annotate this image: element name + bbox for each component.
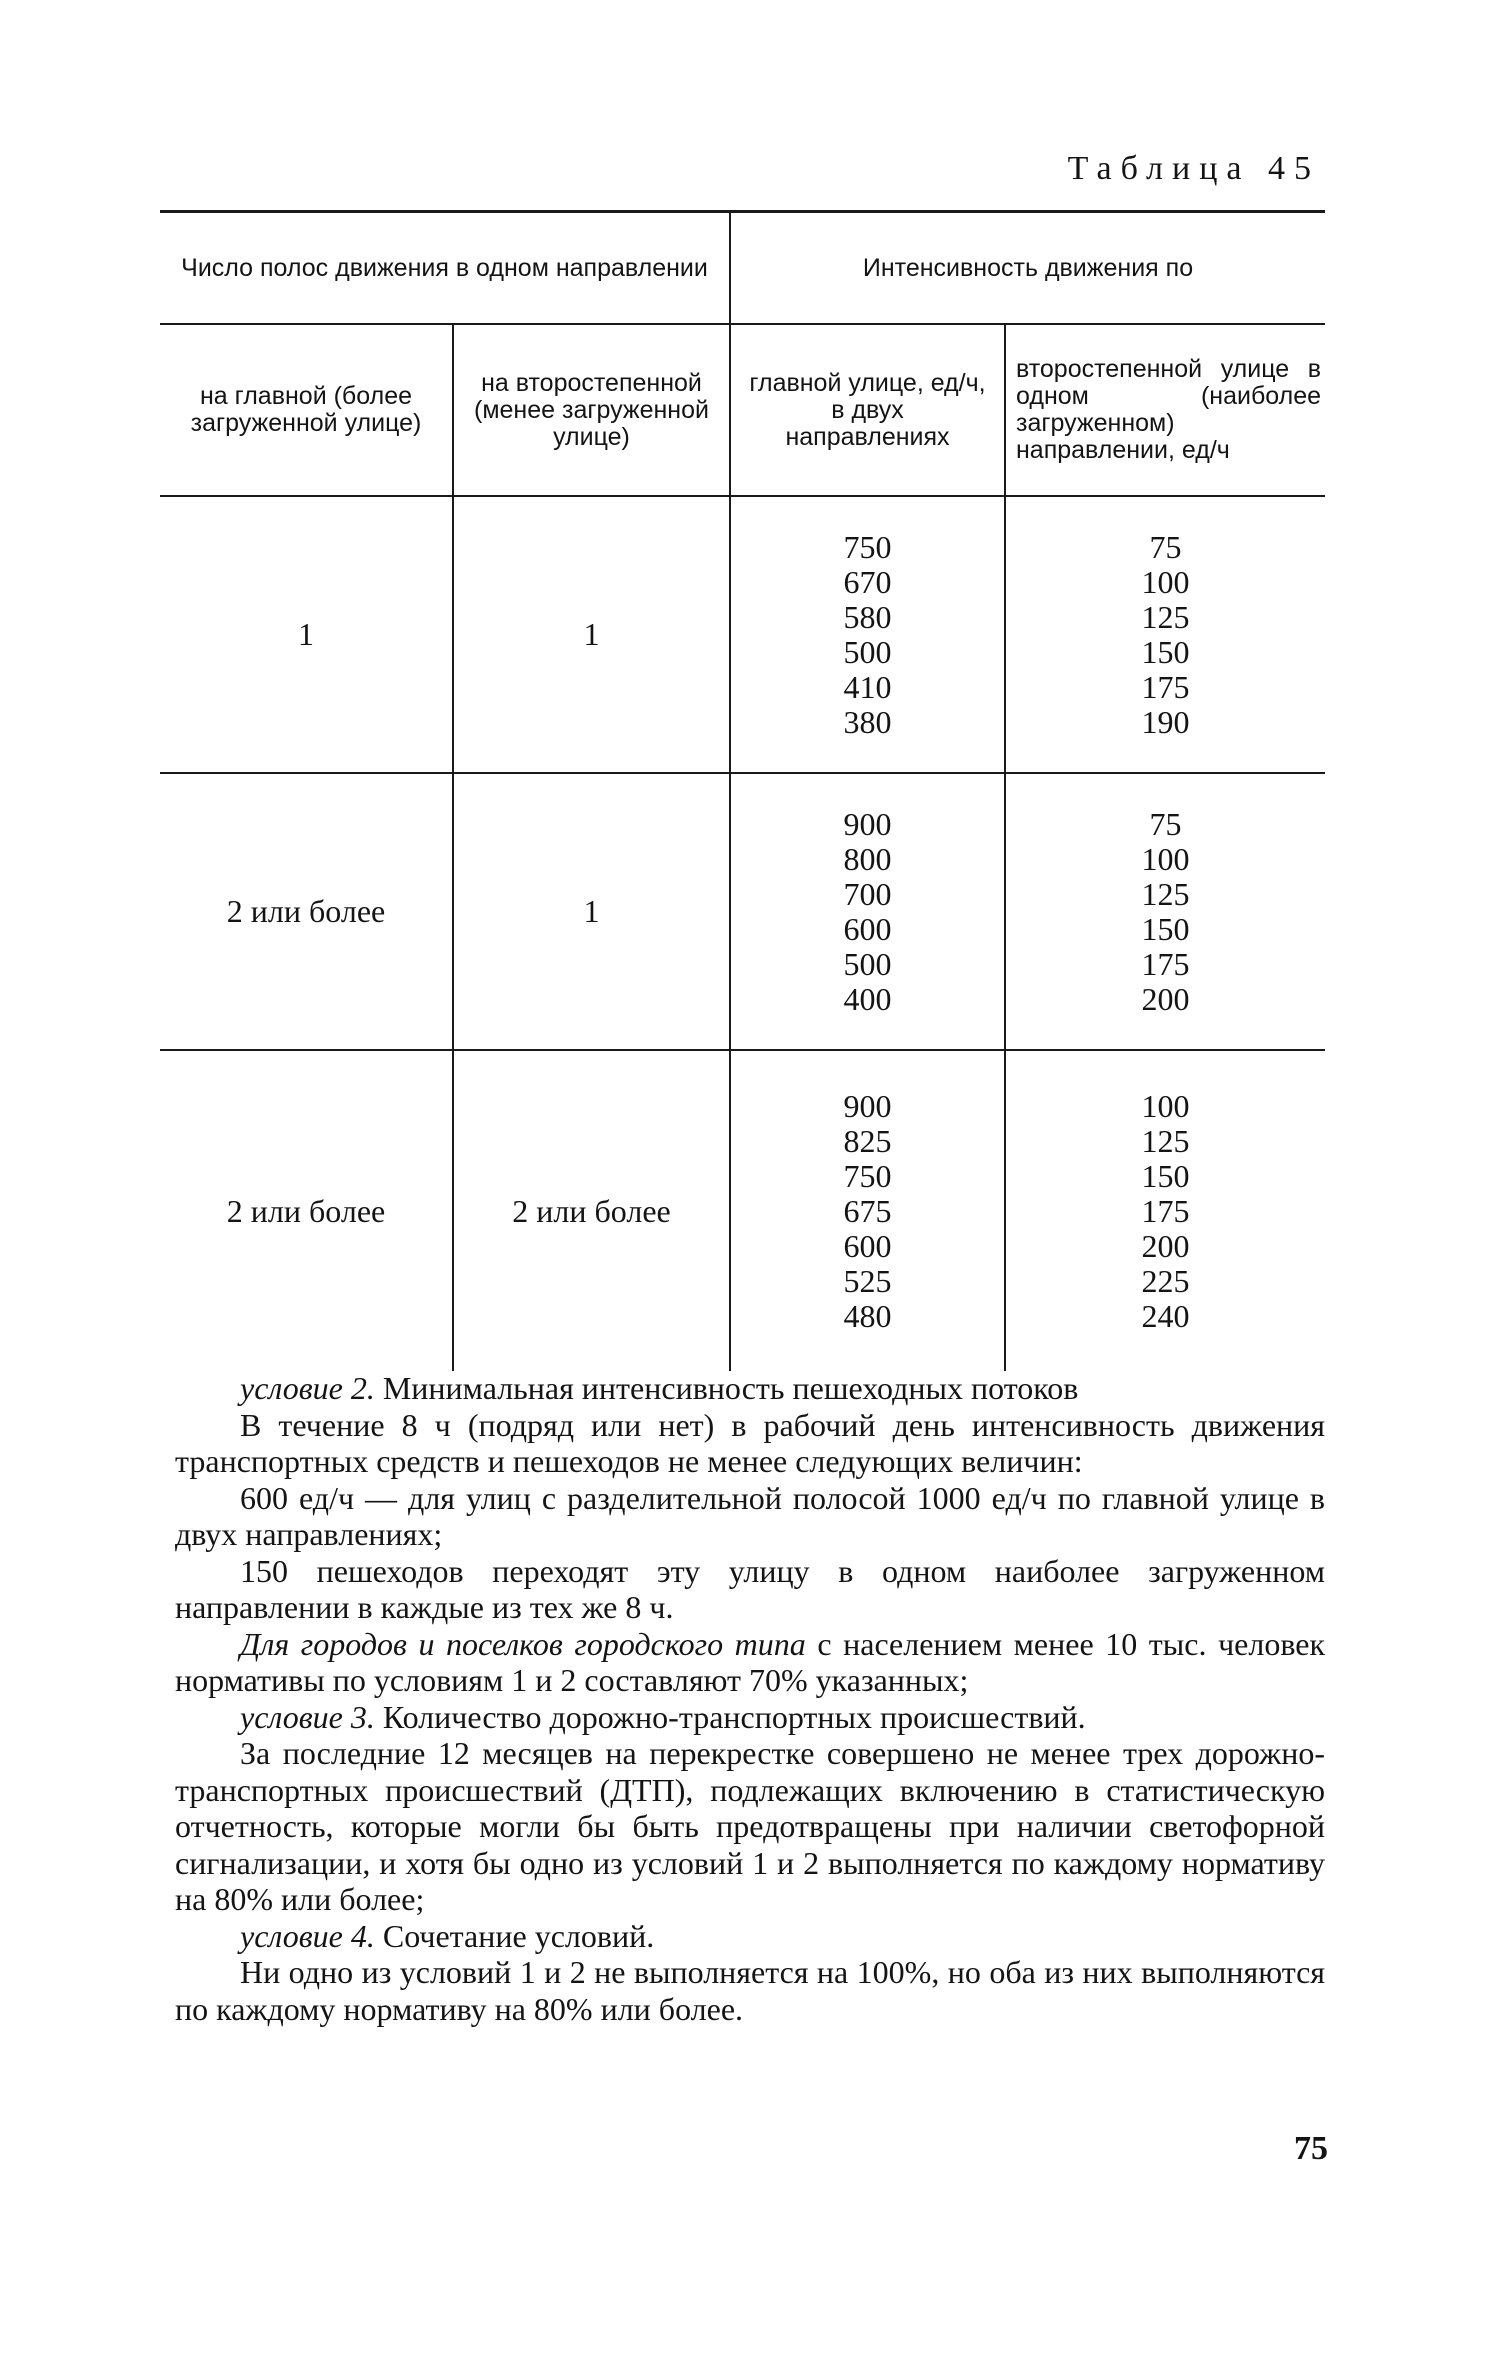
paragraph: В течение 8 ч (подряд или нет) в рабочий день интенсивность движения транспортных средств и пешеходов не менее следующих величин: [175, 1406, 1325, 1479]
value: 800 [843, 840, 892, 877]
value: 480 [843, 1297, 892, 1334]
cell-main-intensity [730, 496, 1005, 773]
value: 100 [1141, 563, 1190, 600]
cell-secondary-lanes: 2 или более [453, 1050, 730, 1371]
value: 525 [843, 1262, 892, 1299]
value: 600 [843, 1227, 892, 1264]
value: 175 [1141, 668, 1190, 705]
cell-main-intensity [730, 1050, 1005, 1371]
condition-title: Сочетание условий. [374, 1917, 655, 1954]
cell-main-lanes: 2 или более [160, 773, 453, 1050]
table-row [160, 1050, 1325, 1371]
cell-main-lanes: 2 или более [160, 1050, 453, 1371]
cell-secondary-intensity [1005, 1050, 1325, 1371]
value: 410 [843, 668, 892, 705]
condition-3-heading [175, 1699, 1325, 1736]
condition-title: Количество дорожно-транспортных происшествий. [374, 1698, 1086, 1735]
condition-2-heading [175, 1370, 1325, 1407]
paragraph: За последние 12 месяцев на перекрестке совершено не менее трех дорожно-транспортных происшествий (ДТП), подлежащих включению в статистическую отчетность, которые могли бы быть предотвращены при наличии светофорной сигнализации, и хотя бы одно из условий 1 и 2 выполняется по каждому нормативу на 80% или более; [175, 1735, 1325, 1917]
value: 125 [1141, 1122, 1190, 1159]
value: 600 [843, 910, 892, 947]
header-lanes-group: Число полос движения в одном направлении [160, 212, 730, 325]
value: 200 [1141, 1227, 1190, 1264]
value: 150 [1141, 910, 1190, 947]
value: 900 [843, 805, 892, 842]
value: 190 [1141, 703, 1190, 740]
cell-secondary-intensity [1005, 496, 1325, 773]
body-text [175, 1370, 1325, 2027]
value: 670 [843, 563, 892, 600]
value: 125 [1141, 598, 1190, 635]
condition-4-heading [175, 1918, 1325, 1955]
condition-label: условие 2. [240, 1370, 375, 1406]
italic-phrase: Для городов и поселков городского типа [240, 1625, 806, 1662]
subheader-main-intensity: главной улице, ед/ч, в двух направлениях [730, 324, 1005, 496]
paragraph: 600 ед/ч — для улиц с разделительной полосой 1000 ед/ч по главной улице в двух направлениях; [175, 1479, 1325, 1552]
value: 175 [1141, 945, 1190, 982]
paragraph [175, 1626, 1325, 1699]
cell-secondary-intensity [1005, 773, 1325, 1050]
value: 580 [843, 598, 892, 635]
value: 100 [1141, 1087, 1190, 1124]
value: 750 [843, 1157, 892, 1194]
value: 675 [843, 1192, 892, 1229]
subheader-secondary-lanes: на второстепенной (менее загруженной улице) [453, 324, 730, 496]
value: 225 [1141, 1262, 1190, 1299]
header-intensity-group: Интенсивность движения по [730, 212, 1325, 325]
value: 240 [1141, 1297, 1190, 1334]
cell-main-lanes: 1 [160, 496, 453, 773]
page-number: 75 [1294, 2130, 1328, 2167]
subheader-main-lanes: на главной (более загруженной улице) [160, 324, 453, 496]
value: 200 [1141, 980, 1190, 1017]
table-row [160, 773, 1325, 1050]
value: 900 [843, 1087, 892, 1124]
paragraph: 150 пешеходов переходят эту улицу в одном наиболее загруженном направлении в каждые из тех же 8 ч. [175, 1552, 1325, 1625]
value: 125 [1141, 875, 1190, 912]
value: 75 [1149, 805, 1182, 842]
value: 825 [843, 1122, 892, 1159]
traffic-table [160, 210, 1325, 1371]
paragraph: Ни одно из условий 1 и 2 не выполняется на 100%, но оба из них выполняются по каждому нормативу на 80% или более. [175, 1954, 1325, 2027]
paragraph-rest: с населением менее 10 тыс. человек нормативы по условиям 1 и 2 составляют 70% указанных; [175, 1625, 1326, 1698]
table-row [160, 496, 1325, 773]
value: 700 [843, 875, 892, 912]
cell-secondary-lanes: 1 [453, 496, 730, 773]
table-caption: Таблица 45 [1067, 150, 1320, 187]
condition-label: условие 3. [240, 1698, 375, 1735]
condition-label: условие 4. [240, 1917, 375, 1954]
table [160, 210, 1325, 1371]
value: 150 [1141, 633, 1190, 670]
subheader-secondary-intensity: второстепенной улице в одном (наиболее загруженном) направлении, ед/ч [1005, 324, 1325, 496]
cell-secondary-lanes: 1 [453, 773, 730, 1050]
value: 150 [1141, 1157, 1190, 1194]
value: 400 [843, 980, 892, 1017]
value: 175 [1141, 1192, 1190, 1229]
value: 500 [843, 945, 892, 982]
value: 750 [843, 528, 892, 565]
value: 380 [843, 703, 892, 740]
condition-title: Минимальная интенсивность пешеходных потоков [374, 1370, 1079, 1406]
value: 75 [1149, 528, 1182, 565]
value: 100 [1141, 840, 1190, 877]
value: 500 [843, 633, 892, 670]
cell-main-intensity [730, 773, 1005, 1050]
